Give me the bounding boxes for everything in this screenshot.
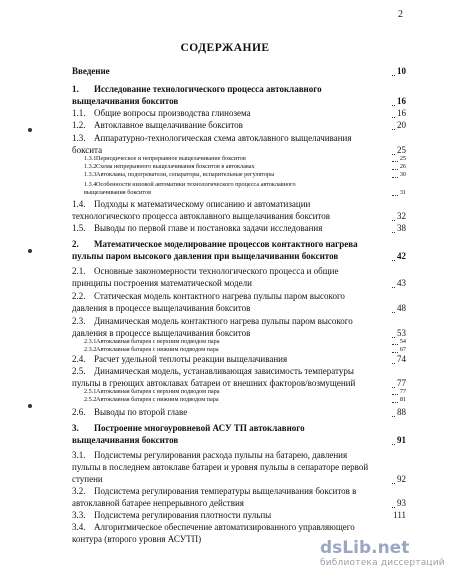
toc-entry-page: 31 (399, 189, 406, 196)
toc-entry-title: Выводы по первой главе и постановка задачи исследования (94, 223, 323, 233)
toc-entry-title: Алгоритмическое обеспечение автоматизированного управляющего (94, 522, 355, 532)
page-number: 2 (398, 9, 403, 20)
toc-entry-number: 1.3.1 (84, 155, 97, 162)
dot-leader (392, 117, 395, 118)
toc-entry-title: Математическое моделирование процессов контактного нагрева (94, 239, 358, 249)
dot-leader (392, 75, 395, 76)
toc-entry-title: Общие вопросы производства глинозема (94, 108, 251, 118)
page-title: СОДЕРЖАНИЕ (180, 42, 270, 54)
dot-leader (392, 352, 398, 353)
dot-leader (392, 232, 395, 233)
toc-entry-title: Схема непрерывного выщелачивания бокситов в автоклавах (96, 163, 255, 170)
toc-entry-number: 1.4. (72, 199, 86, 209)
toc-entry-number: 2.1. (72, 266, 86, 276)
toc-entry-number: 1. (72, 84, 79, 94)
toc-entry-number: 2.5. (72, 366, 86, 376)
toc-entry-page: 93 (397, 498, 406, 508)
dot-leader (392, 287, 395, 288)
margin-dot (28, 404, 32, 408)
toc-entry-title: Динамическая модель контактного нагрева пульпы паром высокого (94, 316, 353, 326)
toc-entry-title: выщелачивания бокситов (72, 435, 179, 445)
toc-entry-page: 91 (397, 435, 406, 445)
toc-entry-number: 1.5. (72, 223, 86, 233)
toc-entry-number: 2.3. (72, 316, 86, 326)
toc-entry-title: выщелачивания бокситов (72, 96, 179, 106)
toc-entry-title: Подходы к математическому описанию и автоматизации (94, 199, 311, 209)
toc-entry-title: Основные закономерности технологического процесса и общие (94, 266, 339, 276)
watermark-logo-suffix: .net (371, 538, 410, 558)
toc-entry-title: Автоклавная батарея с нижним подводом пара (96, 346, 219, 353)
toc-entry-page: 81 (399, 396, 406, 403)
toc-entry-page: 25 (399, 155, 406, 162)
dot-leader (392, 220, 395, 221)
dot-leader (392, 260, 395, 261)
toc-entry-page: 88 (397, 407, 406, 417)
toc-entry-title: боксита (72, 145, 103, 155)
toc-entry-number: 2.3.2 (84, 346, 97, 353)
toc-entry-number: 1.3.4 (84, 181, 97, 188)
toc-entry-title: Особенности низовой автоматики технологического процесса автоклавного (96, 181, 296, 188)
toc-entry-title: Автоклавное выщелачивание бокситов (94, 120, 243, 130)
toc-entry-number: 1.3.3 (84, 171, 97, 178)
toc-entry-page: 48 (397, 303, 406, 313)
dot-leader (392, 507, 395, 508)
toc-entry-page: 10 (397, 66, 406, 76)
toc-entry-number: 3.4. (72, 522, 86, 532)
toc-entry-title: контура (второго уровня АСУТП) (72, 534, 202, 544)
toc-entry-number: 3.1. (72, 450, 86, 460)
toc-entry-page: 20 (397, 120, 406, 130)
toc-entry-title: Построение многоуровневой АСУ ТП автоклавного (94, 423, 305, 433)
toc-entry-title: Автоклавная батарея с верхним подводом пара (96, 388, 220, 395)
toc-entry-number: 2.6. (72, 407, 86, 417)
watermark-logo: dsLib (320, 538, 372, 558)
toc-entry-page: 30 (399, 171, 406, 178)
toc-entry-number: 3.3. (72, 510, 86, 520)
toc-entry-page: 92 (397, 474, 406, 484)
dot-leader (392, 344, 398, 345)
toc-entry-page: 38 (397, 223, 406, 233)
toc-entry-title: пульпы паром высокого давления при выщелачивании бокситов (72, 251, 339, 261)
toc-entry-page: 32 (397, 211, 406, 221)
watermark-subtitle: библиотека диссертаций (320, 558, 445, 568)
toc-entry-number: 2.4. (72, 354, 86, 364)
toc-entry-title: Автоклавы, подогреватели, сепараторы, испарительные регуляторы (96, 171, 275, 178)
toc-entry-title: Подсистемы регулирования расхода пульпы на батарею, давления (94, 450, 348, 460)
toc-entry-title: автоклавной батарее непрерывного действия (72, 498, 244, 508)
toc-entry-title: Автоклавная батарея с верхним подводом пара (96, 338, 220, 345)
toc-entry-page: 111 (393, 510, 406, 520)
dot-leader (392, 195, 398, 196)
toc-entry-number: 2.3.1 (84, 338, 97, 345)
toc-entry-title: Статическая модель контактного нагрева пульпы паром высокого (94, 291, 345, 301)
toc-entry-page: 43 (397, 278, 406, 288)
toc-entry-number: 2.5.1 (84, 388, 97, 395)
toc-entry-page: 16 (397, 96, 406, 106)
toc-entry-title: Подсистема регулирования температуры выщелачивания бокситов в (94, 486, 357, 496)
dot-leader (392, 444, 395, 445)
toc-entry-title: технологического процесса автоклавного выщелачивания бокситов (72, 211, 330, 221)
dot-leader (392, 161, 398, 162)
toc-entry-number: 3. (72, 423, 79, 433)
toc-entry-title: Автоклавная батарея с нижним подводом пара (96, 396, 219, 403)
toc-entry-title: Подсистема регулирования плотности пульпы (94, 510, 272, 520)
toc-entry-title: давления в процессе выщелачивания бокситов (72, 303, 251, 313)
dot-leader (392, 129, 395, 130)
toc-entry-number: 2. (72, 239, 79, 249)
dot-leader (392, 105, 395, 106)
toc-entry-number: 1.3.2 (84, 163, 97, 170)
toc-entry-title: Аппаратурно-технологическая схема автоклавного выщелачивания (94, 133, 352, 143)
toc-entry-title: Выводы по второй главе (94, 407, 188, 417)
dot-leader (392, 363, 395, 364)
toc-entry-title: Динамическая модель, устанавливающая зависимость температуры (94, 366, 354, 376)
dot-leader (392, 177, 398, 178)
dot-leader (392, 312, 395, 313)
toc-entry-page: 67 (399, 346, 406, 353)
toc-entry-number: 3.2. (72, 486, 86, 496)
watermark (320, 538, 445, 568)
toc-entry-page: 53 (397, 328, 406, 338)
toc-entry-title: Исследование технологического процесса автоклавного (94, 84, 322, 94)
toc-entry-number: 2.2. (72, 291, 86, 301)
dot-leader (392, 169, 398, 170)
toc-entry-number: 1.2. (72, 120, 86, 130)
margin-dot (28, 128, 32, 132)
toc-entry-page: 77 (397, 378, 406, 388)
dot-leader (392, 483, 395, 484)
toc-entry-title: пульпы в греющих автоклавах батареи от внешних факторов/возмущений (72, 378, 356, 388)
toc-entry-page: 74 (397, 354, 406, 364)
dot-leader (392, 402, 398, 403)
toc-entry-title: ступени (72, 474, 103, 484)
toc-entry-page: 54 (399, 338, 406, 345)
toc-entry-page: 26 (399, 163, 406, 170)
toc-entry-number: 1.1. (72, 108, 86, 118)
toc-entry-page: 25 (397, 145, 406, 155)
dot-leader (392, 416, 395, 417)
toc-entry-title: Периодическое и непрерывное выщелачивание бокситов (96, 155, 246, 162)
toc-entry-title: принципы построения математической модели (72, 278, 252, 288)
toc-entry-number: 1.3. (72, 133, 86, 143)
toc-entry-number: 2.5.2 (84, 396, 97, 403)
toc-entry-page: 42 (397, 251, 406, 261)
toc-entry-title: выщелачивания бокситов (84, 189, 151, 196)
toc-entry-page: 16 (397, 108, 406, 118)
toc-entry-page: 77 (399, 388, 406, 395)
dot-leader (392, 394, 398, 395)
margin-dot (28, 249, 32, 253)
toc-entry-title: Введение (72, 66, 110, 76)
toc-entry-title: пульпы в последнем автоклаве батареи и уровня пульпы в сепараторе первой (72, 462, 369, 472)
toc-entry-title: Расчет удельной теплоты реакции выщелачивания (94, 354, 288, 364)
toc-entry-title: давления в процессе выщелачивания бокситов (72, 328, 251, 338)
